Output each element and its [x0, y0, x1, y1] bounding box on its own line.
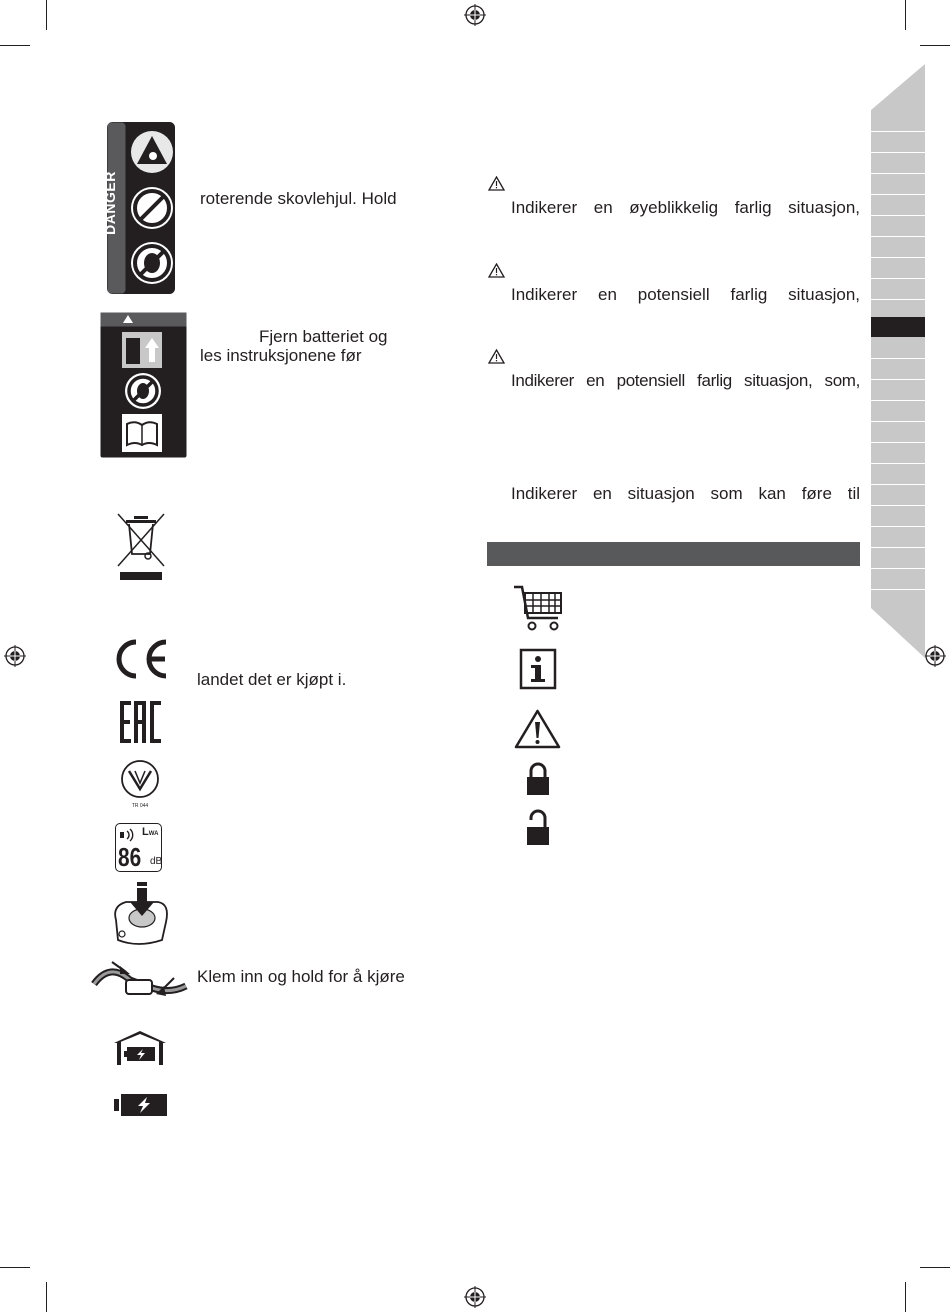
- crop-mark: [905, 1282, 906, 1312]
- noise-level-label: [115, 823, 162, 872]
- danger-label-text: roterende skovlehjul. Hold: [200, 189, 397, 208]
- noise-value: 86: [118, 842, 142, 872]
- speaker-icon: [119, 827, 135, 843]
- registration-mark-icon: [464, 1286, 486, 1308]
- warning-triangle-small-icon: [488, 349, 505, 364]
- eac-mark-icon: [119, 700, 163, 744]
- crop-mark: [46, 0, 47, 30]
- warning-triangle-small-icon: [488, 176, 505, 191]
- safety-key-insert-icon: [108, 882, 172, 948]
- noise-unit: dB: [150, 856, 163, 867]
- section-header-bar: [487, 542, 860, 566]
- ce-mark-text: landet det er kjøpt i.: [197, 670, 347, 689]
- bail-lever-icon: [90, 958, 190, 1010]
- noise-unit-label: LWA: [142, 826, 159, 838]
- registration-mark-icon: [464, 4, 486, 26]
- indoor-charging-icon: [113, 1030, 167, 1066]
- weee-bin-icon: [114, 512, 168, 582]
- crop-mark: [46, 1282, 47, 1312]
- registration-mark-icon: [4, 645, 26, 667]
- language-tab-strip: [871, 64, 925, 674]
- crop-mark: [920, 45, 950, 46]
- hazard-item-text: Indikerer en øyeblikkelig farlig situasjon,: [511, 198, 860, 217]
- shopping-cart-icon: [512, 584, 564, 632]
- ua-conformity-mark-icon: [117, 759, 163, 805]
- ce-mark-icon: [111, 638, 171, 680]
- lock-icon: [526, 762, 550, 796]
- warning-icon: [514, 708, 561, 749]
- danger-label-heading: DANGER: [102, 171, 118, 235]
- bail-lever-text: Klem inn og hold for å kjøre: [197, 967, 405, 986]
- battery-warning-text-1: Fjern batteriet og: [259, 327, 388, 346]
- crop-mark: [0, 1267, 30, 1268]
- crop-mark: [0, 45, 30, 46]
- language-tab-active: [871, 317, 925, 337]
- hazard-item-text: Indikerer en potensiell farlig situasjon,: [511, 285, 860, 304]
- battery-warning-text-2: les instruksjonene før: [200, 346, 362, 365]
- crop-mark: [920, 1267, 950, 1268]
- info-icon: [519, 648, 557, 690]
- battery-warning-label-icon: [100, 312, 187, 458]
- hazard-item-text: Indikerer en potensiell farlig situasjon, som,: [511, 371, 860, 390]
- ua-conformity-mark-code: TR 044: [131, 803, 149, 809]
- unlock-icon: [526, 809, 550, 846]
- warning-triangle-small-icon: [488, 263, 505, 278]
- crop-mark: [905, 0, 906, 30]
- hazard-item-text: Indikerer en situasjon som kan føre til: [511, 484, 860, 503]
- registration-mark-icon: [924, 645, 946, 667]
- battery-charge-icon: [113, 1093, 168, 1117]
